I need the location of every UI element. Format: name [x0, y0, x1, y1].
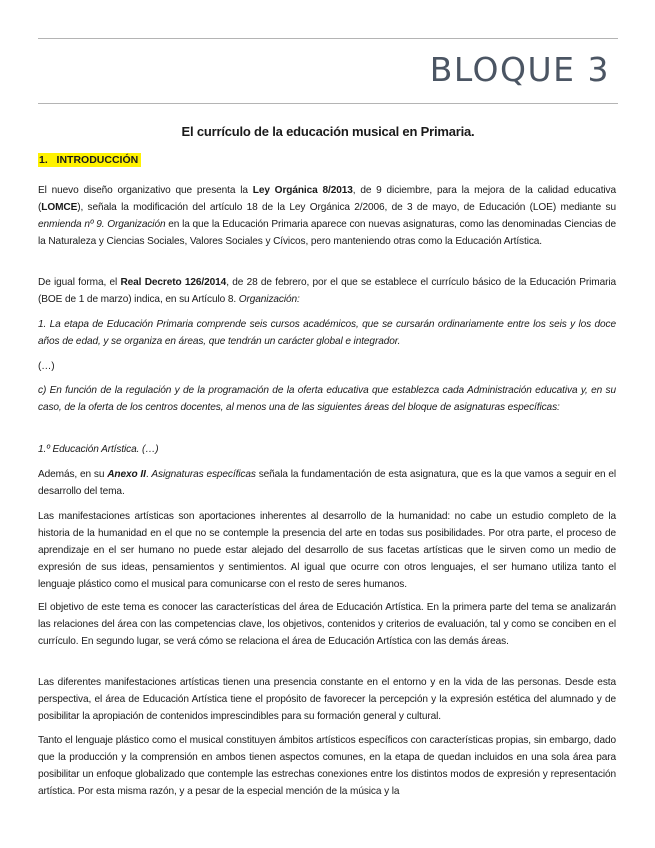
- bold-decree-name: Real Decreto 126/2014: [120, 277, 227, 288]
- paragraph-real-decreto: [38, 274, 616, 308]
- quote-etapa: 1. La etapa de Educación Primaria comprende seis cursos académicos, que se cursarán ordinariamente entre los seis y los doce años de edad, y se organiza en áreas, que tendrán un carácter global e integrador.: [38, 319, 616, 347]
- paragraph-manifestaciones: Las manifestaciones artísticas son aportaciones inherentes al desarrollo de la humanidad: no cabe un estudio completo de la historia de la humanidad en el que no se contemple la presencia del arte en todas sus posibilidades. Por otra parte, el proceso de aprendizaje en el ser humano no puede estar alejado del desarrollo de sus facetas artísticas que le sirven como un medio de expresión de sus ideas, pensamientos y sentimientos. Al igual que ocurre con otros lenguajes, el ser humano utiliza tanto el lenguaje plástico como el musical para comunicarse con el resto de seres humanos.: [38, 511, 616, 590]
- text-run: Además, en su: [38, 469, 108, 480]
- text-run: El nuevo diseño organizativo que presenta la: [38, 185, 253, 196]
- text-run: , de 28 de febrero, por el que se establece el currículo básico de la Educación Primaria (BOE de 1 de marzo) indica, en su Artículo 8.: [38, 277, 616, 305]
- text-run: ), señala la modificación del artículo 18 de la Ley Orgánica 2/2006, de 3 de mayo, de Educación (LOE) mediante su: [77, 202, 616, 213]
- bold-italic-annex: Anexo II: [107, 469, 146, 480]
- italic-reference: Organización:: [238, 294, 300, 305]
- section-highlight: [38, 153, 141, 167]
- header-top-rule: [38, 38, 618, 39]
- section-heading: [38, 154, 141, 166]
- text-run: .: [145, 469, 152, 480]
- quote-educacion-artistica: 1.º Educación Artística. (…): [38, 444, 159, 455]
- section-number: 1.: [39, 154, 48, 166]
- header-bottom-rule: [38, 103, 618, 104]
- paragraph-lenguaje: Tanto el lenguaje plástico como el musical constituyen ámbitos artísticos específicos con características propias, sin embargo, dado que la producción y la comprensión en ambos tienen aspectos comunes, en la etapa de quedan incluidos en una sola área para posibilitar un enfoque globalizado que contemple las estrechas conexiones entre los distintos modos de expresión y representación artística. Por esta misma razón, y a pesar de la especial mención de la música y la: [38, 735, 616, 797]
- ellipsis-line: (…): [38, 361, 55, 372]
- page-title: BLOQUE 3: [429, 50, 610, 89]
- paragraph-lomce: [38, 182, 616, 250]
- paragraph-anexo: [38, 466, 616, 500]
- document-subtitle: El currículo de la educación musical en Primaria.: [181, 124, 475, 139]
- quote-oferta: c) En función de la regulación y de la programación de la oferta educativa que establezca cada Administración educativa y, en su caso, de la oferta de los centros docentes, al menos una de las siguientes áreas del bloque de asignaturas específicas:: [38, 385, 616, 413]
- text-run: señala la fundamentación de esta asignatura, que es la que vamos a seguir en el desarrollo del tema.: [38, 469, 616, 497]
- paragraph-presencia: Las diferentes manifestaciones artísticas tienen una presencia constante en el entorno y en la vida de las personas. Desde esta perspectiva, el área de Educación Artística tiene el propósito de favorecer la percepción y la expresión estética del alumnado y de posibilitar la apropiación de contenidos imprescindibles para su formación general y cultural.: [38, 677, 616, 722]
- bold-law-name: Ley Orgánica 8/2013: [252, 185, 353, 196]
- italic-reference: Asignaturas específicas: [151, 469, 256, 480]
- bold-acronym: LOMCE: [41, 202, 78, 213]
- text-run: en la que la Educación Primaria aparece con nuevas asignaturas, como las denominadas Ciencias de la Naturaleza y Ciencias Sociales, Valores Sociales y Cívicos, pero manteniendo otras como la Educación Artística.: [38, 219, 616, 247]
- text-run: De igual forma, el: [38, 277, 121, 288]
- italic-reference: enmienda nº 9. Organización: [38, 219, 166, 230]
- text-run: , de 9 diciembre, para la mejora de la calidad educativa (: [38, 185, 617, 213]
- paragraph-objetivo: El objetivo de este tema es conocer las características del área de Educación Artística. En la primera parte del tema se analizarán las relaciones del área con las competencias clave, los objetivos, contenidos y criterios de evaluación, tal y como se conciben en el currículo. En segundo lugar, se verá cómo se relaciona el área de Educación Artística con las demás áreas.: [38, 602, 616, 647]
- section-title: INTRODUCCIÓN: [56, 154, 139, 166]
